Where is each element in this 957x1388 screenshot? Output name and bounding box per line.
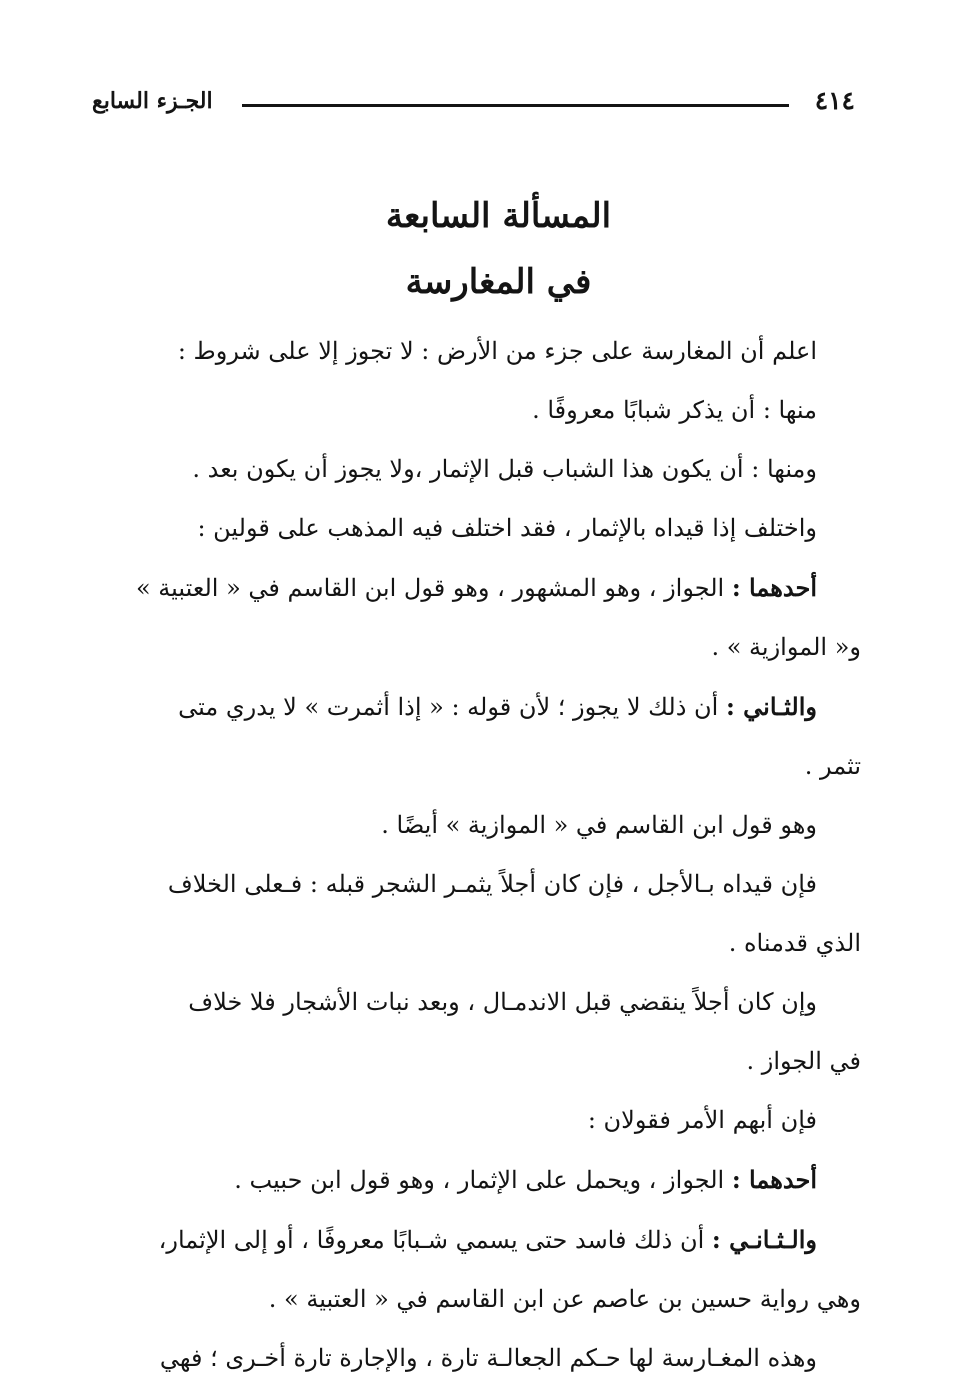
- paragraph-continuation: الذي قدمناه .: [728, 929, 861, 957]
- paragraph-text: منها : أن يذكر شبابًا معروفًا .: [532, 396, 817, 424]
- paragraph-text: أن ذلك لا يجوز ؛ لأن قوله : « إذا أثمرت » لا يدري متى: [178, 693, 726, 721]
- page-number: ٤١٤: [814, 86, 855, 115]
- paragraph-lead: والـثـانـي :: [711, 1225, 817, 1254]
- paragraph-text: وهذه المغـارسة لها حـكم الجعالـة تارة ، والإجارة تارة أخـرى ؛ فهي: [159, 1344, 817, 1372]
- paragraph-continuation: في الجواز .: [746, 1047, 861, 1075]
- paragraph-lead: أحدهما :: [731, 573, 817, 602]
- paragraph-text: أن ذلك فاسد حتى يسمي شـبابًا معروفًا ، أو إلى الإثمار،: [158, 1226, 712, 1254]
- section-subtitle: في المغارسة: [405, 262, 592, 302]
- paragraph: [96, 796, 817, 855]
- paragraph: [96, 558, 861, 677]
- paragraph: [96, 1329, 817, 1388]
- paragraph-lead: والثـاني :: [725, 692, 817, 721]
- paragraph-text: الجواز ، ويحمل على الإثمار ، وهو قول ابن حبيب .: [234, 1166, 732, 1194]
- paragraph: [96, 1210, 861, 1329]
- paragraph: [96, 855, 861, 973]
- paragraph: [96, 499, 817, 558]
- paragraph-text: الجواز ، وهو المشهور ، وهو قول ابن القاسم في « العتبية »: [135, 574, 732, 602]
- page-header: [92, 86, 855, 122]
- paragraph: [96, 973, 861, 1091]
- paragraph-continuation: وهي رواية حسين بن عاصم عن ابن القاسم في « العتبية » .: [268, 1285, 861, 1313]
- paragraph: [96, 677, 861, 796]
- header-rule: [242, 104, 789, 107]
- paragraph: [96, 1091, 817, 1150]
- paragraph-text: اعلم أن المغارسة على جزء من الأرض : لا تجوز إلا على شروط :: [177, 337, 817, 365]
- paragraph: [96, 1150, 817, 1210]
- paragraph-continuation: تثمر .: [804, 752, 861, 780]
- section-title: المسألة السابعة: [385, 196, 612, 236]
- paragraph-lead: أحدهما :: [731, 1165, 817, 1194]
- body-text: [96, 322, 861, 1388]
- paragraph: [96, 381, 817, 440]
- paragraph-text: وإن كان أجلاً ينقضي قبل الاندمـال ، وبعد نبات الأشجار فلا خلاف: [188, 988, 817, 1016]
- paragraph-text: ومنها : أن يكون هذا الشباب قبل الإثمار ،ولا يجوز أن يكون بعد .: [192, 455, 817, 483]
- paragraph-text: واختلف إذا قيداه بالإثمار ، فقد اختلف فيه المذهب على قولين :: [197, 514, 817, 542]
- paragraph-text: فإن أبهم الأمر فقولان :: [587, 1106, 817, 1134]
- running-title: الجـزء السابع: [92, 88, 213, 114]
- paragraph-continuation: و« الموازية » .: [711, 633, 861, 661]
- paragraph-text: فإن قيداه بـالأجل ، فإن كان أجلاً يثمـر الشجر قبله : فـعلى الخلاف: [167, 870, 817, 898]
- paragraph: [96, 322, 817, 381]
- paragraph: [96, 440, 817, 499]
- paragraph-text: وهو قول ابن القاسم في « الموازية » أيضًا .: [381, 811, 817, 839]
